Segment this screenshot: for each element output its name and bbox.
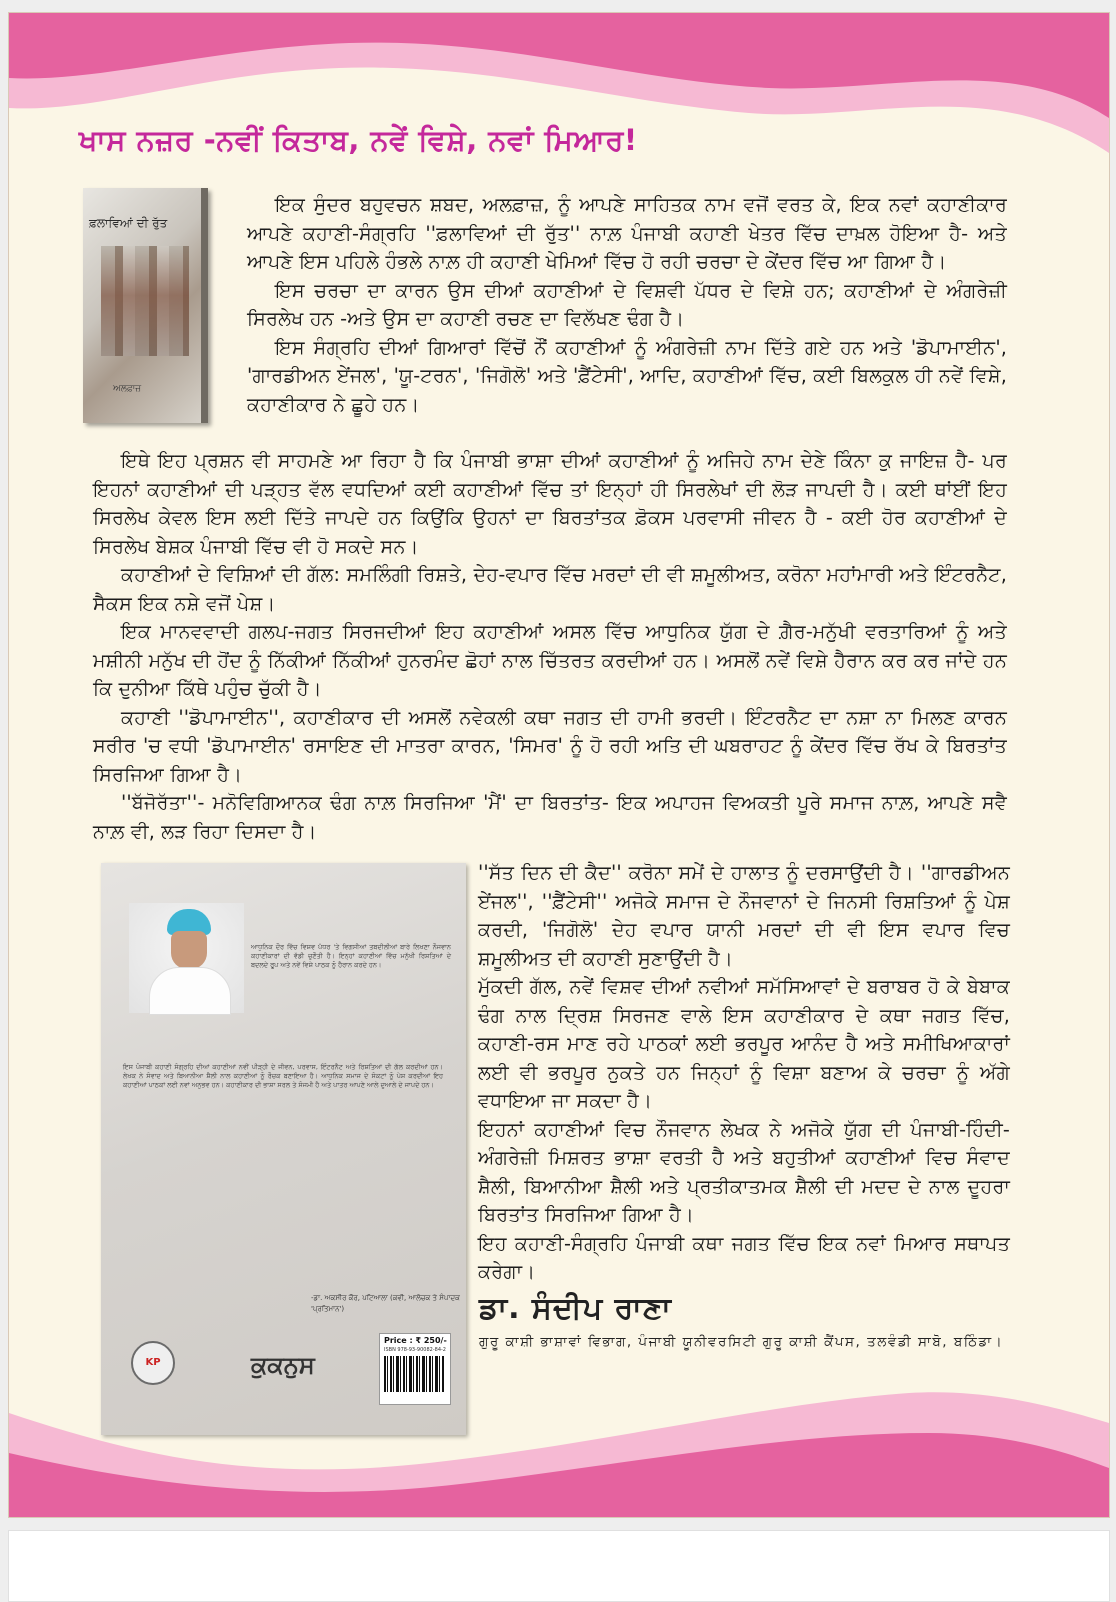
article-text-right xyxy=(478,859,1010,1287)
paragraph: ਇਸ ਚਰਚਾ ਦਾ ਕਾਰਨ ਉਸ ਦੀਆਂ ਕਹਾਣੀਆਂ ਦੇ ਵਿਸ਼ਵੀ ਪੱਧਰ ਦੇ ਵਿਸ਼ੇ ਹਨ; ਕਹਾਣੀਆਂ ਦੇ ਅੰਗਰੇਜ਼ੀ ਸਿਰਲੇਖ ਹਨ -ਅਤੇ ਉਸ ਦਾ ਕਹਾਣੀ ਰਚਣ ਦਾ ਵਿਲੱਖਣ ਢੰਗ ਹੈ। xyxy=(247,278,1007,330)
publisher-logo-icon: KP xyxy=(131,1341,175,1385)
book-cover-author: ਅਲਫ਼ਾਜ਼ xyxy=(113,384,142,394)
price-barcode-box xyxy=(379,1333,451,1405)
paragraph: ਇਹਨਾਂ ਕਹਾਣੀਆਂ ਵਿਚ ਨੌਜਵਾਨ ਲੇਖਕ ਨੇ ਅਜੋਕੇ ਯੁੱਗ ਦੀ ਪੰਜਾਬੀ-ਹਿੰਦੀ-ਅੰਗਰੇਜ਼ੀ ਮਿਸ਼ਰਤ ਭਾਸ਼ਾ ਵਰਤੀ ਹੈ ਅਤੇ ਬਹੁਤੀਆਂ ਕਹਾਣੀਆਂ ਵਿਚ ਸੰਵਾਦ ਸ਼ੈਲੀ, ਬਿਆਨੀਆ ਸ਼ੈਲੀ ਅਤੇ ਪ੍ਰਤੀਕਾਤਮਕ ਸ਼ੈਲੀ ਦੀ ਮਦਦ ਦੇ ਨਾਲ ਦੂਹਰਾ ਬਿਰਤਾਂਤ ਸਿਰਜਿਆ ਗਿਆ ਹੈ। xyxy=(478,1117,1010,1226)
magazine-page xyxy=(8,12,1110,1518)
shirt-shape xyxy=(149,967,231,1015)
book-back-cover-image xyxy=(101,863,466,1435)
next-page-edge xyxy=(8,1530,1110,1602)
paragraph: ਇਕ ਸੁੰਦਰ ਬਹੁਵਚਨ ਸ਼ਬਦ, ਅਲਫ਼ਾਜ਼, ਨੂੰ ਆਪਣੇ ਸਾਹਿਤਕ ਨਾਮ ਵਜੋਂ ਵਰਤ ਕੇ, ਇਕ ਨਵਾਂ ਕਹਾਣੀਕਾਰ ਆਪਣੇ ਕਹਾਣੀ-ਸੰਗ੍ਰਹਿ ''ਫ਼ਲਾਵਿਆਂ ਦੀ ਰੁੱਤ'' ਨਾਲ਼ ਪੰਜਾਬੀ ਕਹਾਣੀ ਖੇਤਰ ਵਿੱਚ ਦਾਖ਼ਲ ਹੋਇਆ ਹੈ- ਅਤੇ ਆਪਣੇ ਇਸ ਪਹਿਲੇ ਹੰਭਲੇ ਨਾਲ਼ ਹੀ ਕਹਾਣੀ ਖੇਮਿਆਂ ਵਿੱਚ ਹੋ ਰਹੀ ਚਰਚਾ ਦੇ ਕੇਂਦਰ ਵਿੱਚ ਆ ਗਿਆ ਹੈ। xyxy=(247,193,1007,273)
face-shape xyxy=(171,931,207,969)
back-cover-signature: -ਡਾ. ਅਕਸੀਰ ਕੌਰ, ਪਟਿਆਲਾ (ਕਵੀ, ਆਲੋਚਕ ਤੇ ਸੰਪਾਦਕ 'ਪ੍ਰਤਿਮਾਨ') xyxy=(311,1294,460,1313)
article-text-middle xyxy=(93,447,1007,846)
author-photo xyxy=(129,903,244,1013)
barcode-icon xyxy=(384,1356,446,1398)
paragraph: ਇਸ ਸੰਗ੍ਰਹਿ ਦੀਆਂ ਗਿਆਰਾਂ ਵਿੱਚੋਂ ਨੌਂ ਕਹਾਣੀਆਂ ਨੂੰ ਅੰਗਰੇਜ਼ੀ ਨਾਮ ਦਿੱਤੇ ਗਏ ਹਨ ਅਤੇ 'ਡੋਪਾਮਾਈਨ', 'ਗਾਰਡੀਅਨ ਏਂਜਲ', 'ਯੂ-ਟਰਨ', 'ਜਿਗੋਲੋ' ਅਤੇ 'ਫ਼ੈਂਟੇਸੀ', ਆਦਿ, ਕਹਾਣੀਆਂ ਵਿੱਚ, ਕਈ ਬਿਲਕੁਲ ਹੀ ਨਵੇਂ ਵਿਸ਼ੇ, ਕਹਾਣੀਕਾਰ ਨੇ ਛੂਹੇ ਹਨ। xyxy=(247,335,1007,416)
isbn-label: ISBN 978-93-90082-84-2 xyxy=(384,1347,446,1353)
paragraph: ਇਹ ਕਹਾਣੀ-ਸੰਗ੍ਰਹਿ ਪੰਜਾਬੀ ਕਥਾ ਜਗਤ ਵਿੱਚ ਇਕ ਨਵਾਂ ਮਿਆਰ ਸਥਾਪਤ ਕਰੇਗਾ। xyxy=(478,1231,1010,1283)
book-spine xyxy=(201,188,208,423)
publisher-name: ਕੁਕਨੁਸ xyxy=(251,1351,315,1379)
paragraph: ਇਕ ਮਾਨਵਵਾਦੀ ਗਲਪ-ਜਗਤ ਸਿਰਜਦੀਆਂ ਇਹ ਕਹਾਣੀਆਂ ਅਸਲ ਵਿੱਚ ਆਧੁਨਿਕ ਯੁੱਗ ਦੇ ਗ਼ੈਰ-ਮਨੁੱਖੀ ਵਰਤਾਰਿਆਂ ਨੂੰ ਅਤੇ ਮਸ਼ੀਨੀ ਮਨੁੱਖ ਦੀ ਹੋਂਦ ਨੂੰ ਨਿੱਕੀਆਂ ਨਿੱਕੀਆਂ ਹੁਨਰਮੰਦ ਛੋਹਾਂ ਨਾਲ ਚਿੱਤਰਤ ਕਰਦੀਆਂ ਹਨ। ਅਸਲੋਂ ਨਵੇਂ ਵਿਸ਼ੇ ਹੈਰਾਨ ਕਰ ਕਰ ਜਾਂਦੇ ਹਨ ਕਿ ਦੁਨੀਆ ਕਿੱਥੇ ਪਹੁੰਚ ਚੁੱਕੀ ਹੈ। xyxy=(93,620,1007,700)
back-cover-blurb: ਇਸ ਪੰਜਾਬੀ ਕਹਾਣੀ ਸੰਗ੍ਰਹਿ ਦੀਆਂ ਕਹਾਣੀਆਂ ਨਵੀਂ ਪੀੜ੍ਹੀ ਦੇ ਜੀਵਨ, ਪਰਵਾਸ, ਇੰਟਰਨੈਟ ਅਤੇ ਰਿਸ਼ਤਿਆਂ ਦੀ ਗੱਲ ਕਰਦੀਆਂ ਹਨ। ਲੇਖਕ ਨੇ ਸੰਵਾਦ ਅਤੇ ਬਿਆਨੀਆ ਸ਼ੈਲੀ ਨਾਲ ਕਹਾਣੀਆਂ ਨੂੰ ਰੌਚਕ ਬਣਾਇਆ ਹੈ। ਆਧੁਨਿਕ ਸਮਾਜ ਦੇ ਸੰਕਟਾਂ ਨੂੰ ਪੇਸ਼ ਕਰਦੀਆਂ ਇਹ ਕਹਾਣੀਆਂ ਪਾਠਕਾਂ ਲਈ ਨਵਾਂ ਅਨੁਭਵ ਹਨ। ਕਹਾਣੀਕਾਰ ਦੀ ਭਾਸ਼ਾ ਸਰਲ ਤੇ ਸੰਜਮੀ ਹੈ ਅਤੇ ਪਾਤਰ ਆਪਣੇ ਆਲੇ ਦੁਆਲੇ ਦੇ ਜਾਪਦੇ ਹਨ। xyxy=(123,1063,443,1089)
paragraph: ''ਸੱਤ ਦਿਨ ਦੀ ਕੈਦ'' ਕਰੋਨਾ ਸਮੇਂ ਦੇ ਹਾਲਾਤ ਨੂੰ ਦਰਸਾਉਂਦੀ ਹੈ। ''ਗਾਰਡੀਅਨ ਏਂਜਲ'', ''ਫ਼ੈਂਟੇਸੀ'' ਅਜੋਕੇ ਸਮਾਜ ਦੇ ਨੌਜਵਾਨਾਂ ਦੇ ਜਿਨਸੀ ਰਿਸ਼ਤਿਆਂ ਨੂੰ ਪੇਸ਼ ਕਰਦੀ, 'ਜਿਗੋਲੋ' ਦੇਹ ਵਪਾਰ ਯਾਨੀ ਮਰਦਾਂ ਦੀ ਵੀ ਇਸ ਵਪਾਰ ਵਿਚ ਸ਼ਮੂਲੀਅਤ ਦੀ ਕਹਾਣੀ ਸੁਣਾਉਂਦੀ ਹੈ। xyxy=(478,861,1010,970)
paragraph: ''ਬੱਜੋਰੱਤਾ''- ਮਨੋਵਿਗਿਆਨਕ ਢੰਗ ਨਾਲ਼ ਸਿਰਜਿਆ 'ਮੈਂ' ਦਾ ਬਿਰਤਾਂਤ- ਇਕ ਅਪਾਹਜ ਵਿਅਕਤੀ ਪੂਰੇ ਸਮਾਜ ਨਾਲ਼, ਆਪਣੇ ਸਵੈ ਨਾਲ਼ ਵੀ, ਲੜ ਰਿਹਾ ਦਿਸਦਾ ਹੈ। xyxy=(93,791,1007,843)
reviewer-affiliation: ਗੁਰੂ ਕਾਸ਼ੀ ਭਾਸ਼ਾਵਾਂ ਵਿਭਾਗ, ਪੰਜਾਬੀ ਯੂਨੀਵਰਸਿਟੀ ਗੁਰੂ ਕਾਸ਼ੀ ਕੈਂਪਸ, ਤਲਵੰਡੀ ਸਾਬੋ, ਬਠਿੰਡਾ। xyxy=(479,1334,1004,1350)
article-text-top xyxy=(247,191,1007,419)
headline: ਖਾਸ ਨਜ਼ਰ -ਨਵੀਂ ਕਿਤਾਬ, ਨਵੇਂ ਵਿਸ਼ੇ, ਨਵਾਂ ਮਿਆਰ! xyxy=(79,123,638,157)
book-cover-title: ਫ਼ਲਾਵਿਆਂ ਦੀ ਰੁੱਤ xyxy=(89,216,168,230)
paragraph: ਮੁੱਕਦੀ ਗੱਲ, ਨਵੇਂ ਵਿਸ਼ਵ ਦੀਆਂ ਨਵੀਆਂ ਸਮੱਸਿਆਵਾਂ ਦੇ ਬਰਾਬਰ ਹੋ ਕੇ ਬੇਬਾਕ ਢੰਗ ਨਾਲ ਦ੍ਰਿਸ਼ ਸਿਰਜਣ ਵਾਲੇ ਇਸ ਕਹਾਣੀਕਾਰ ਦੇ ਕਥਾ ਜਗਤ ਵਿੱਚ, ਕਹਾਣੀ-ਰਸ ਮਾਣ ਰਹੇ ਪਾਠਕਾਂ ਲਈ ਭਰਪੂਰ ਆਨੰਦ ਹੈ ਅਤੇ ਸਮੀਖਿਆਕਾਰਾਂ ਲਈ ਵੀ ਭਰਪੂਰ ਨੁਕਤੇ ਹਨ ਜਿਨ੍ਹਾਂ ਨੂੰ ਵਿਸ਼ਾ ਬਣਾਅ ਕੇ ਚਰਚਾ ਨੂੰ ਅੱਗੇ ਵਧਾਇਆ ਜਾ ਸਕਦਾ ਹੈ। xyxy=(478,975,1010,1112)
price-label: Price : ₹ 250/- xyxy=(384,1336,447,1345)
paragraph: ਇਥੇ ਇਹ ਪ੍ਰਸ਼ਨ ਵੀ ਸਾਹਮਣੇ ਆ ਰਿਹਾ ਹੈ ਕਿ ਪੰਜਾਬੀ ਭਾਸ਼ਾ ਦੀਆਂ ਕਹਾਣੀਆਂ ਨੂੰ ਅਜਿਹੇ ਨਾਮ ਦੇਣੇ ਕਿੰਨਾ ਕੁ ਜਾਇਜ਼ ਹੈ- ਪਰ ਇਹਨਾਂ ਕਹਾਣੀਆਂ ਦੀ ਪੜ੍ਹਤ ਵੱਲ ਵਧਦਿਆਂ ਕਈ ਕਹਾਣੀਆਂ ਵਿੱਚ ਤਾਂ ਇਨ੍ਹਾਂ ਹੀ ਸਿਰਲੇਖਾਂ ਦੀ ਲੋੜ ਜਾਪਦੀ ਹੈ। ਕਈ ਥਾਂਈਂ ਇਹ ਸਿਰਲੇਖ ਕੇਵਲ ਇਸ ਲਈ ਦਿੱਤੇ ਜਾਪਦੇ ਹਨ ਕਿਉਂਕਿ ਉਹਨਾਂ ਦਾ ਬਿਰਤਾਂਤਕ ਫ਼ੋਕਸ ਪਰਵਾਸੀ ਜੀਵਨ ਹੈ - ਕਈ ਹੋਰ ਕਹਾਣੀਆਂ ਦੇ ਸਿਰਲੇਖ ਬੇਸ਼ਕ ਪੰਜਾਬੀ ਵਿੱਚ ਵੀ ਹੋ ਸਕਦੇ ਸਨ। xyxy=(93,449,1007,558)
book-cover-image xyxy=(83,188,208,423)
paragraph: ਕਹਾਣੀ ''ਡੋਪਾਮਾਈਨ'', ਕਹਾਣੀਕਾਰ ਦੀ ਅਸਲੋਂ ਨਵੇਕਲੀ ਕਥਾ ਜਗਤ ਦੀ ਹਾਮੀ ਭਰਦੀ। ਇੰਟਰਨੈਟ ਦਾ ਨਸ਼ਾ ਨਾ ਮਿਲਣ ਕਾਰਨ ਸਰੀਰ 'ਚ ਵਧੀ 'ਡੋਪਾਮਾਈਨ' ਰਸਾਇਣ ਦੀ ਮਾਤਰਾ ਕਾਰਨ, 'ਸਿਮਰ' ਨੂੰ ਹੋ ਰਹੀ ਅਤਿ ਦੀ ਘਬਰਾਹਟ ਨੂੰ ਕੇਂਦਰ ਵਿੱਚ ਰੱਖ ਕੇ ਬਿਰਤਾਂਤ ਸਿਰਜਿਆ ਗਿਆ ਹੈ। xyxy=(93,705,1007,786)
reviewer-name: ਡਾ. ਸੰਦੀਪ ਰਾਣਾ xyxy=(479,1291,672,1326)
paragraph: ਕਹਾਣੀਆਂ ਦੇ ਵਿਸ਼ਿਆਂ ਦੀ ਗੱਲ: ਸਮਲਿੰਗੀ ਰਿਸ਼ਤੇ, ਦੇਹ-ਵਪਾਰ ਵਿੱਚ ਮਰਦਾਂ ਦੀ ਵੀ ਸ਼ਮੂਲੀਅਤ, ਕਰੋਨਾ ਮਹਾਂਮਾਰੀ ਅਤੇ ਇੰਟਰਨੈਟ, ਸੈਕਸ ਇਕ ਨਸ਼ੇ ਵਜੋਂ ਪੇਸ਼। xyxy=(93,563,1007,615)
book-cover-art xyxy=(101,246,189,356)
back-cover-blurb: ਆਧੁਨਿਕ ਦੌਰ ਵਿੱਚ ਵਿਸ਼ਵ ਪੱਧਰ 'ਤੇ ਵਿਗਸੀਆਂ ਤਬਦੀਲੀਆਂ ਬਾਰੇ ਲਿਖਣਾ ਨੌਜਵਾਨ ਕਹਾਣੀਕਾਰਾਂ ਦੀ ਵੱਡੀ ਚੁਣੌਤੀ ਹੈ। ਇਨ੍ਹਾਂ ਕਹਾਣੀਆਂ ਵਿੱਚ ਮਨੁੱਖੀ ਰਿਸ਼ਤਿਆਂ ਦੇ ਬਦਲਦੇ ਰੂਪ ਅਤੇ ਨਵੇਂ ਵਿਸ਼ੇ ਪਾਠਕ ਨੂੰ ਹੈਰਾਨ ਕਰਦੇ ਹਨ। xyxy=(251,943,451,969)
